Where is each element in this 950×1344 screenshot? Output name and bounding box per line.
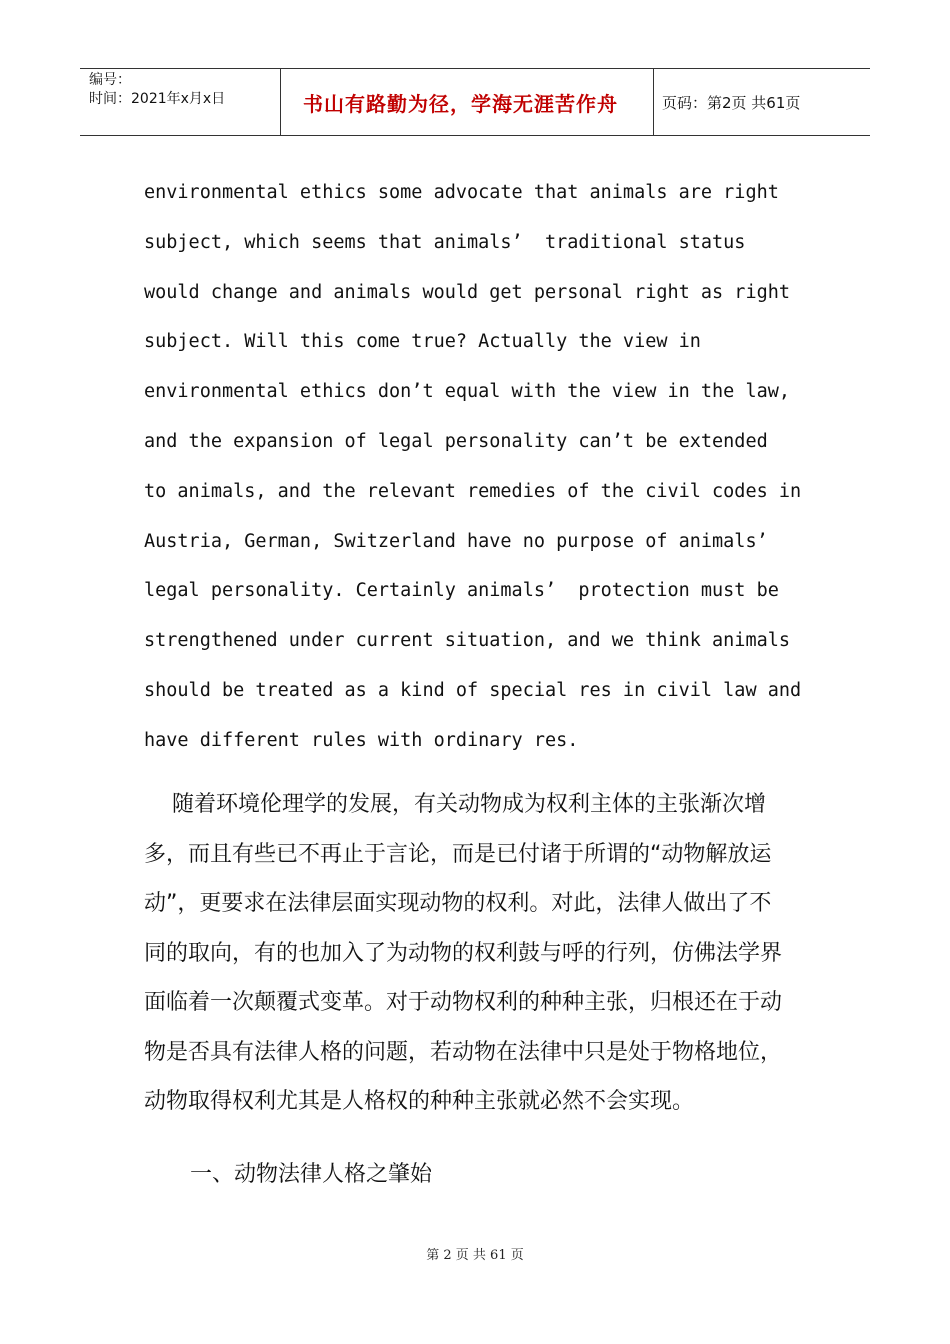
- english-abstract: [144, 168, 824, 766]
- chinese-line: 物是否具有法律人格的问题，若动物在法律中只是处于物格地位，: [144, 1039, 783, 1065]
- english-line: legal personality. Certainly animals’ protection must be: [144, 580, 779, 602]
- english-line: subject. Will this come true? Actually the view in: [144, 331, 701, 353]
- header-page-code: 页码：第2页 共61页: [662, 93, 801, 112]
- english-line: Austria, German, Switzerland have no purpose of animals’: [144, 530, 768, 552]
- chinese-line: 面临着一次颠覆式变革。对于动物权利的种种主张，归根还在于动: [144, 990, 783, 1015]
- document-number-label: 编号：: [89, 72, 131, 88]
- chinese-line: 同的取向，有的也加入了为动物的权利鼓与呼的行列，仿佛法学界: [144, 940, 783, 966]
- header-meta: [80, 69, 281, 135]
- section-heading: 一、动物法律人格之肇始: [190, 1162, 433, 1187]
- english-line: have different rules with ordinary res.: [144, 729, 579, 751]
- chinese-line: 多，而且有些已不再止于言论，而是已付诸于所谓的“动物解放运: [144, 841, 772, 867]
- english-line: would change and animals would get personal right as right: [144, 281, 791, 303]
- chinese-paragraph: [144, 780, 804, 1127]
- document-time-label: 时间：2021年x月x日: [89, 91, 226, 107]
- english-line: and the expansion of legal personality can’t be extended: [144, 430, 768, 452]
- english-line: environmental ethics don’t equal with the view in the law,: [144, 381, 791, 403]
- header-motto: 书山有路勤为径，学海无涯苦作舟: [281, 69, 654, 135]
- english-line: should be treated as a kind of special res in civil law and: [144, 679, 802, 701]
- chinese-line: 随着环境伦理学的发展，有关动物成为权利主体的主张渐次增: [144, 792, 766, 817]
- english-line: subject, which seems that animals’ traditional status: [144, 231, 746, 253]
- page-header: [80, 68, 870, 136]
- english-line: to animals, and the relevant remedies of the civil codes in: [144, 480, 802, 502]
- page-footer: 第 2 页 共 61 页: [426, 1248, 524, 1263]
- english-line: environmental ethics some advocate that animals are right: [144, 182, 779, 203]
- chinese-line: 动物取得权利尤其是人格权的种种主张就必然不会实现。: [144, 1089, 695, 1114]
- english-line: strengthened under current situation, and we think animals: [144, 630, 791, 652]
- chinese-line: 动”，更要求在法律层面实现动物的权利。对此，法律人做出了不: [144, 891, 772, 916]
